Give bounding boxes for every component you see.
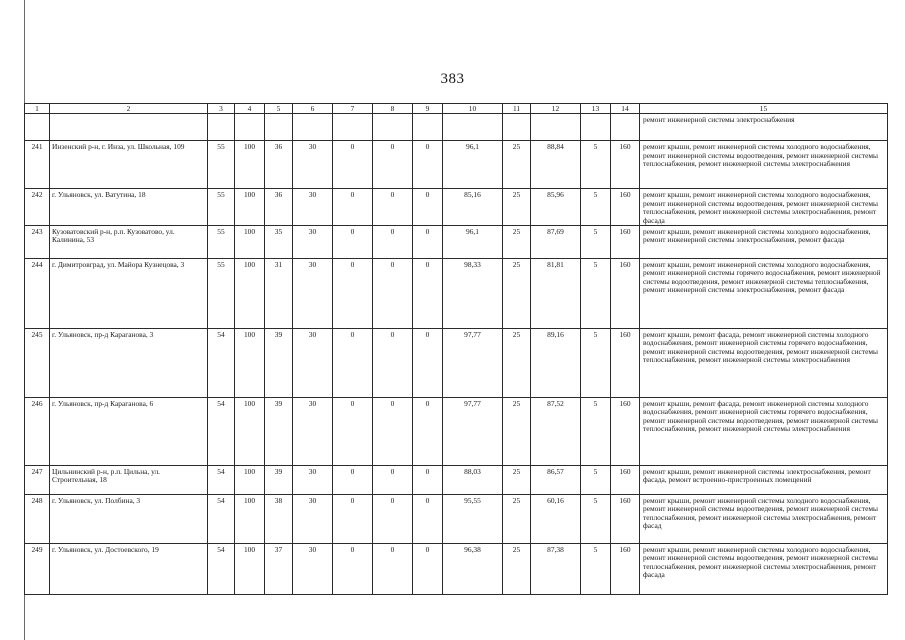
table-cell: г. Ульяновск, пр-д Караганова, 3 xyxy=(50,329,208,398)
table-cell: 160 xyxy=(611,141,640,189)
column-header: 7 xyxy=(333,104,373,114)
table-cell: 0 xyxy=(373,141,413,189)
table-cell: 85,16 xyxy=(443,189,503,226)
table-cell: 100 xyxy=(235,398,265,466)
table-cell: 54 xyxy=(208,329,235,398)
table-cell: 0 xyxy=(373,226,413,259)
table-cell: 25 xyxy=(503,466,531,495)
table-row xyxy=(25,544,888,595)
table-cell: 30 xyxy=(293,544,333,595)
table-cell: 39 xyxy=(265,398,293,466)
table-cell: 100 xyxy=(235,226,265,259)
table-row xyxy=(25,398,888,466)
table-cell: 0 xyxy=(333,189,373,226)
table-row xyxy=(25,259,888,329)
table-cell: 0 xyxy=(373,495,413,544)
table-cell: 0 xyxy=(413,495,443,544)
table-cell xyxy=(293,114,333,141)
table-row xyxy=(25,226,888,259)
table-cell: 30 xyxy=(293,329,333,398)
table-cell: 0 xyxy=(373,398,413,466)
table-cell: 60,16 xyxy=(531,495,581,544)
table-cell: 36 xyxy=(265,189,293,226)
table-cell: 5 xyxy=(581,226,611,259)
table-cell: 5 xyxy=(581,544,611,595)
table-cell: 95,55 xyxy=(443,495,503,544)
table-cell: 97,77 xyxy=(443,398,503,466)
table-cell: 30 xyxy=(293,226,333,259)
table-cell: 54 xyxy=(208,544,235,595)
column-header: 15 xyxy=(640,104,888,114)
table-cell: 160 xyxy=(611,329,640,398)
table-cell xyxy=(531,114,581,141)
column-header: 4 xyxy=(235,104,265,114)
table-cell: 249 xyxy=(25,544,50,595)
table-cell: 5 xyxy=(581,141,611,189)
table-cell: 36 xyxy=(265,141,293,189)
table-cell xyxy=(235,114,265,141)
page-number: 383 xyxy=(440,71,465,87)
table-cell: 39 xyxy=(265,466,293,495)
table-cell xyxy=(443,114,503,141)
table-cell: г. Ульяновск, ул. Достоевского, 19 xyxy=(50,544,208,595)
table-cell: 160 xyxy=(611,466,640,495)
table-cell: ремонт крыши, ремонт инженерной системы холодного водоснабжения, ремонт инженерной системы водоотведения, ремонт инженерной системы теплоснабжения, ремонт инженерной системы электроснабжения xyxy=(640,141,888,189)
column-header: 11 xyxy=(503,104,531,114)
table-cell: 35 xyxy=(265,226,293,259)
table-cell: 5 xyxy=(581,259,611,329)
table-cell: 88,84 xyxy=(531,141,581,189)
table-cell: Инзенский р-н, г. Инза, ул. Школьная, 109 xyxy=(50,141,208,189)
column-header: 5 xyxy=(265,104,293,114)
table-cell: 0 xyxy=(373,544,413,595)
table-cell xyxy=(333,114,373,141)
table-cell: 0 xyxy=(413,466,443,495)
column-header: 1 xyxy=(25,104,50,114)
table-cell: 0 xyxy=(373,466,413,495)
table-cell: 54 xyxy=(208,495,235,544)
table-cell: 241 xyxy=(25,141,50,189)
table-cell: 54 xyxy=(208,466,235,495)
table-cell: 160 xyxy=(611,226,640,259)
table-cell: 0 xyxy=(413,544,443,595)
table-cell: 0 xyxy=(373,329,413,398)
table-cell: 0 xyxy=(413,398,443,466)
column-header: 6 xyxy=(293,104,333,114)
table-cell: 55 xyxy=(208,259,235,329)
table-cell: 5 xyxy=(581,495,611,544)
table-cell: 39 xyxy=(265,329,293,398)
table-cell: 160 xyxy=(611,495,640,544)
table-cell: 25 xyxy=(503,398,531,466)
table-cell: 25 xyxy=(503,544,531,595)
table-cell: 5 xyxy=(581,189,611,226)
table-cell: 30 xyxy=(293,466,333,495)
table-cell: 97,77 xyxy=(443,329,503,398)
table-cell: ремонт крыши, ремонт инженерной системы холодного водоснабжения, ремонт инженерной системы горячего водоснабжения, ремонт инженерной системы водоотведения, ремонт инженерной системы теплоснабжения, ремонт инженерной системы электроснабжения, ремонт фасада xyxy=(640,259,888,329)
table-cell xyxy=(611,114,640,141)
table-cell: г. Димитровград, ул. Майора Кузнецова, 3 xyxy=(50,259,208,329)
table-cell: ремонт крыши, ремонт инженерной системы холодного водоснабжения, ремонт инженерной системы водоотведения, ремонт инженерной системы теплоснабжения, ремонт инженерной системы электроснабжения, ремонт фасада xyxy=(640,189,888,226)
table-cell: 31 xyxy=(265,259,293,329)
table-cell: ремонт крыши, ремонт инженерной системы холодного водоснабжения, ремонт инженерной системы электроснабжения, ремонт фасада xyxy=(640,226,888,259)
table-cell: 0 xyxy=(413,141,443,189)
table-cell: 247 xyxy=(25,466,50,495)
table-cell: 160 xyxy=(611,189,640,226)
table-cell: 87,38 xyxy=(531,544,581,595)
table-row-continuation xyxy=(25,114,888,141)
table-cell: 245 xyxy=(25,329,50,398)
table-cell xyxy=(50,114,208,141)
table-cell: 248 xyxy=(25,495,50,544)
table-row xyxy=(25,189,888,226)
table-cell: г. Ульяновск, ул. Полбина, 3 xyxy=(50,495,208,544)
table-cell: 25 xyxy=(503,189,531,226)
table-cell: 243 xyxy=(25,226,50,259)
table-cell: 0 xyxy=(413,259,443,329)
table-body xyxy=(25,104,888,595)
table-cell: 0 xyxy=(333,544,373,595)
table-cell: 100 xyxy=(235,329,265,398)
column-header: 14 xyxy=(611,104,640,114)
table-row xyxy=(25,329,888,398)
table-cell: ремонт крыши, ремонт инженерной системы холодного водоснабжения, ремонт инженерной системы водоотведения, ремонт инженерной системы теплоснабжения, ремонт инженерной системы электроснабжения, ремонт фасад xyxy=(640,495,888,544)
table-cell: 87,52 xyxy=(531,398,581,466)
table-cell: 86,57 xyxy=(531,466,581,495)
table-cell: 0 xyxy=(333,466,373,495)
column-header: 13 xyxy=(581,104,611,114)
table-cell: 0 xyxy=(333,329,373,398)
table-cell: 160 xyxy=(611,398,640,466)
table-cell: 246 xyxy=(25,398,50,466)
table-cell: 25 xyxy=(503,259,531,329)
table-cell: 0 xyxy=(333,141,373,189)
table-cell: 100 xyxy=(235,466,265,495)
table-cell: 30 xyxy=(293,495,333,544)
table-cell: 160 xyxy=(611,259,640,329)
table-cell: ремонт крыши, ремонт фасада, ремонт инженерной системы холодного водоснабжения, ремонт инженерной системы горячего водоснабжения, ремонт инженерной системы водоотведения, ремонт инженерной системы теплоснабжения, ремонт инженерной системы электроснабжения xyxy=(640,398,888,466)
table-cell: 0 xyxy=(333,226,373,259)
table-cell: 0 xyxy=(413,189,443,226)
table-cell: 0 xyxy=(373,259,413,329)
table-cell: 0 xyxy=(413,329,443,398)
table-cell: 96,1 xyxy=(443,141,503,189)
table-cell: 160 xyxy=(611,544,640,595)
table-row xyxy=(25,466,888,495)
table-cell xyxy=(265,114,293,141)
table-cell: 54 xyxy=(208,398,235,466)
table-cell: 25 xyxy=(503,495,531,544)
table-cell xyxy=(503,114,531,141)
table-cell: 5 xyxy=(581,398,611,466)
table-cell: 5 xyxy=(581,329,611,398)
table-row xyxy=(25,495,888,544)
table-cell: 89,16 xyxy=(531,329,581,398)
table-cell: 37 xyxy=(265,544,293,595)
table-cell: 30 xyxy=(293,141,333,189)
table-cell xyxy=(581,114,611,141)
table-cell: 100 xyxy=(235,189,265,226)
table-cell: 85,96 xyxy=(531,189,581,226)
table-cell: 100 xyxy=(235,495,265,544)
table-cell: г. Ульяновск, ул. Ватутина, 18 xyxy=(50,189,208,226)
table-cell: ремонт крыши, ремонт инженерной системы электроснабжения, ремонт фасада, ремонт встроенно-пристроенных помещений xyxy=(640,466,888,495)
table-cell: 25 xyxy=(503,226,531,259)
column-header: 12 xyxy=(531,104,581,114)
table-cell: 25 xyxy=(503,329,531,398)
table-cell: 87,69 xyxy=(531,226,581,259)
table-cell: 30 xyxy=(293,189,333,226)
table-row xyxy=(25,141,888,189)
table-cell: 244 xyxy=(25,259,50,329)
table-cell: 0 xyxy=(373,189,413,226)
table-cell: 30 xyxy=(293,398,333,466)
table-cell: 25 xyxy=(503,141,531,189)
table-cell: 100 xyxy=(235,141,265,189)
table-cell xyxy=(25,114,50,141)
program-table xyxy=(24,103,888,595)
table-cell: 38 xyxy=(265,495,293,544)
column-header: 3 xyxy=(208,104,235,114)
table-cell: 96,1 xyxy=(443,226,503,259)
table-cell xyxy=(373,114,413,141)
table-cell xyxy=(208,114,235,141)
table-cell: г. Ульяновск, пр-д Караганова, 6 xyxy=(50,398,208,466)
table-cell: 88,03 xyxy=(443,466,503,495)
table-cell: 242 xyxy=(25,189,50,226)
table-cell: 30 xyxy=(293,259,333,329)
table-cell xyxy=(413,114,443,141)
table-cell: ремонт инженерной системы электроснабжения xyxy=(640,114,888,141)
table-cell: 96,38 xyxy=(443,544,503,595)
table-cell: 55 xyxy=(208,226,235,259)
table-cell: 55 xyxy=(208,189,235,226)
table-cell: 0 xyxy=(333,398,373,466)
table-cell: 81,81 xyxy=(531,259,581,329)
table-cell: Кузоватовский р-н, р.п. Кузоватово, ул. Калинина, 53 xyxy=(50,226,208,259)
table-cell: Цильнинский р-н, р.п. Цильна, ул. Строительная, 18 xyxy=(50,466,208,495)
table-header-row xyxy=(25,104,888,114)
column-header: 10 xyxy=(443,104,503,114)
table-cell: 98,33 xyxy=(443,259,503,329)
table-cell: 0 xyxy=(333,495,373,544)
table-cell: 0 xyxy=(333,259,373,329)
column-header: 2 xyxy=(50,104,208,114)
table-cell: 100 xyxy=(235,259,265,329)
table-cell: 100 xyxy=(235,544,265,595)
table-cell: ремонт крыши, ремонт фасада, ремонт инженерной системы холодного водоснабжения, ремонт инженерной системы горячего водоснабжения, ремонт инженерной системы водоотведения, ремонт инженерной системы теплоснабжения, ремонт инженерной системы электроснабжения xyxy=(640,329,888,398)
table-cell: 5 xyxy=(581,466,611,495)
table-cell: ремонт крыши, ремонт инженерной системы холодного водоснабжения, ремонт инженерной системы водоотведения, ремонт инженерной системы теплоснабжения, ремонт инженерной системы электроснабжения, ремонт фасада xyxy=(640,544,888,595)
column-header: 9 xyxy=(413,104,443,114)
table-cell: 0 xyxy=(413,226,443,259)
column-header: 8 xyxy=(373,104,413,114)
table-cell: 55 xyxy=(208,141,235,189)
